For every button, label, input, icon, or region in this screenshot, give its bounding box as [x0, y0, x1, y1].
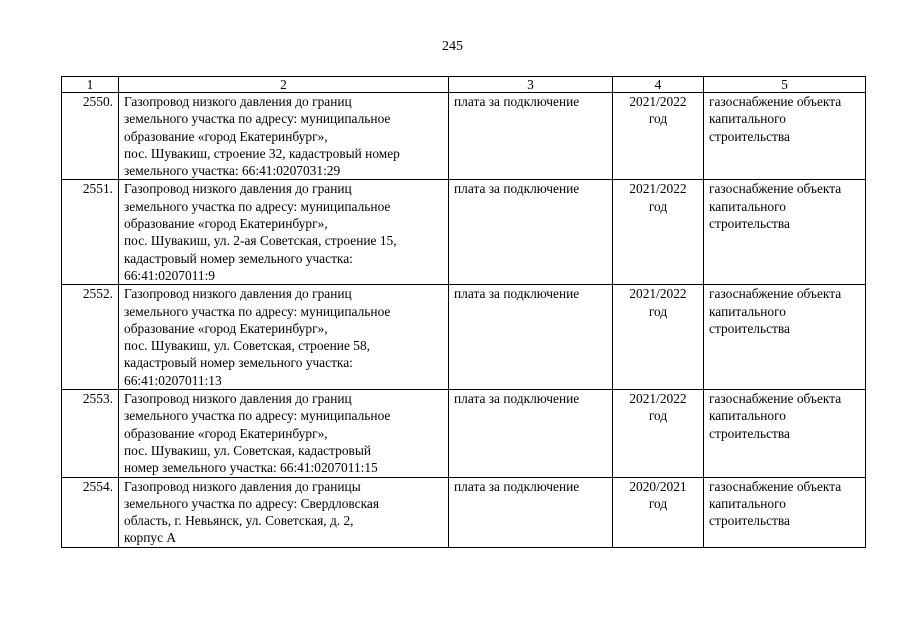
row-number: 2552.: [62, 285, 119, 390]
description-line: Газопровод низкого давления до границ: [124, 181, 352, 197]
period-unit: год: [648, 303, 668, 319]
period-years: 2021/2022: [629, 181, 687, 197]
row-number: 2554.: [62, 477, 119, 547]
description-line: земельного участка по адресу: Свердловская: [124, 495, 379, 511]
purpose: [704, 285, 866, 390]
payment-type: плата за подключение: [449, 180, 613, 285]
purpose-line: газоснабжение объекта: [709, 286, 842, 302]
description-line: пос. Шувакиш, ул. 2-ая Советская, строение 15,: [124, 233, 397, 249]
period-years: 2021/2022: [629, 94, 687, 109]
table-header-row: [62, 77, 866, 93]
purpose-line: строительства: [709, 128, 790, 144]
purpose-line: строительства: [709, 513, 790, 529]
object-description: [119, 180, 449, 285]
description-line: Газопровод низкого давления до границ: [124, 286, 352, 302]
description-line: пос. Шувакиш, ул. Советская, строение 58,: [124, 338, 370, 354]
purpose-line: капитального: [709, 408, 786, 424]
description-line: земельного участка по адресу: муниципальное: [124, 303, 391, 319]
purpose: [704, 477, 866, 547]
description-line: пос. Шувакиш, строение 32, кадастровый номер: [124, 145, 400, 161]
period-years: 2021/2022: [629, 391, 687, 407]
period-years: 2020/2021: [629, 478, 687, 494]
description-line: земельного участка: 66:41:0207031:29: [124, 163, 341, 179]
column-header: 5: [704, 77, 866, 93]
payment-type: плата за подключение: [449, 390, 613, 477]
purpose-line: капитального: [709, 303, 786, 319]
period: [613, 285, 704, 390]
description-line: Газопровод низкого давления до границы: [124, 478, 361, 494]
purpose-line: газоснабжение объекта: [709, 94, 842, 109]
row-number: 2550.: [62, 93, 119, 180]
purpose-line: строительства: [709, 216, 790, 232]
description-line: образование «город Екатеринбург»,: [124, 128, 328, 144]
description-line: пос. Шувакиш, ул. Советская, кадастровый: [124, 442, 372, 458]
period-unit: год: [648, 111, 668, 127]
purpose-line: газоснабжение объекта: [709, 478, 842, 494]
purpose-line: капитального: [709, 111, 786, 127]
object-description: [119, 390, 449, 477]
document-table: [61, 76, 866, 548]
table-row: [62, 285, 866, 390]
description-line: земельного участка по адресу: муниципальное: [124, 408, 391, 424]
purpose: [704, 93, 866, 180]
description-line: земельного участка по адресу: муниципальное: [124, 111, 391, 127]
table-row: [62, 180, 866, 285]
payment-type: плата за подключение: [449, 93, 613, 180]
period-unit: год: [648, 408, 668, 424]
column-header: 2: [119, 77, 449, 93]
period: [613, 477, 704, 547]
period-unit: год: [648, 198, 668, 214]
description-line: Газопровод низкого давления до границ: [124, 94, 352, 109]
table-row: [62, 390, 866, 477]
object-description: [119, 93, 449, 180]
description-line: образование «город Екатеринбург»,: [124, 320, 328, 336]
column-header: 1: [62, 77, 119, 93]
purpose-line: строительства: [709, 425, 790, 441]
table-row: [62, 93, 866, 180]
page-number: 245: [442, 39, 463, 54]
description-line: 66:41:0207011:9: [124, 267, 216, 283]
description-line: кадастровый номер земельного участка:: [124, 250, 353, 266]
row-number: 2551.: [62, 180, 119, 285]
description-line: 66:41:0207011:13: [124, 372, 222, 388]
object-description: [119, 285, 449, 390]
object-description: [119, 477, 449, 547]
description-line: Газопровод низкого давления до границ: [124, 391, 352, 407]
payment-type: плата за подключение: [449, 285, 613, 390]
description-line: кадастровый номер земельного участка:: [124, 355, 353, 371]
column-header: 4: [613, 77, 704, 93]
purpose-line: капитального: [709, 198, 786, 214]
period-years: 2021/2022: [629, 286, 687, 302]
period: [613, 390, 704, 477]
row-number: 2553.: [62, 390, 119, 477]
description-line: область, г. Невьянск, ул. Советская, д. 2,: [124, 513, 354, 529]
description-line: образование «город Екатеринбург»,: [124, 425, 328, 441]
description-line: номер земельного участка: 66:41:0207011:15: [124, 460, 378, 476]
description-line: образование «город Екатеринбург»,: [124, 216, 328, 232]
period: [613, 93, 704, 180]
period: [613, 180, 704, 285]
description-line: корпус А: [124, 530, 177, 546]
column-header: 3: [449, 77, 613, 93]
description-line: земельного участка по адресу: муниципальное: [124, 198, 391, 214]
purpose-line: газоснабжение объекта: [709, 391, 842, 407]
purpose-line: строительства: [709, 320, 790, 336]
payment-type: плата за подключение: [449, 477, 613, 547]
purpose-line: газоснабжение объекта: [709, 181, 842, 197]
purpose: [704, 390, 866, 477]
table-row: [62, 477, 866, 547]
period-unit: год: [648, 495, 668, 511]
purpose-line: капитального: [709, 495, 786, 511]
purpose: [704, 180, 866, 285]
